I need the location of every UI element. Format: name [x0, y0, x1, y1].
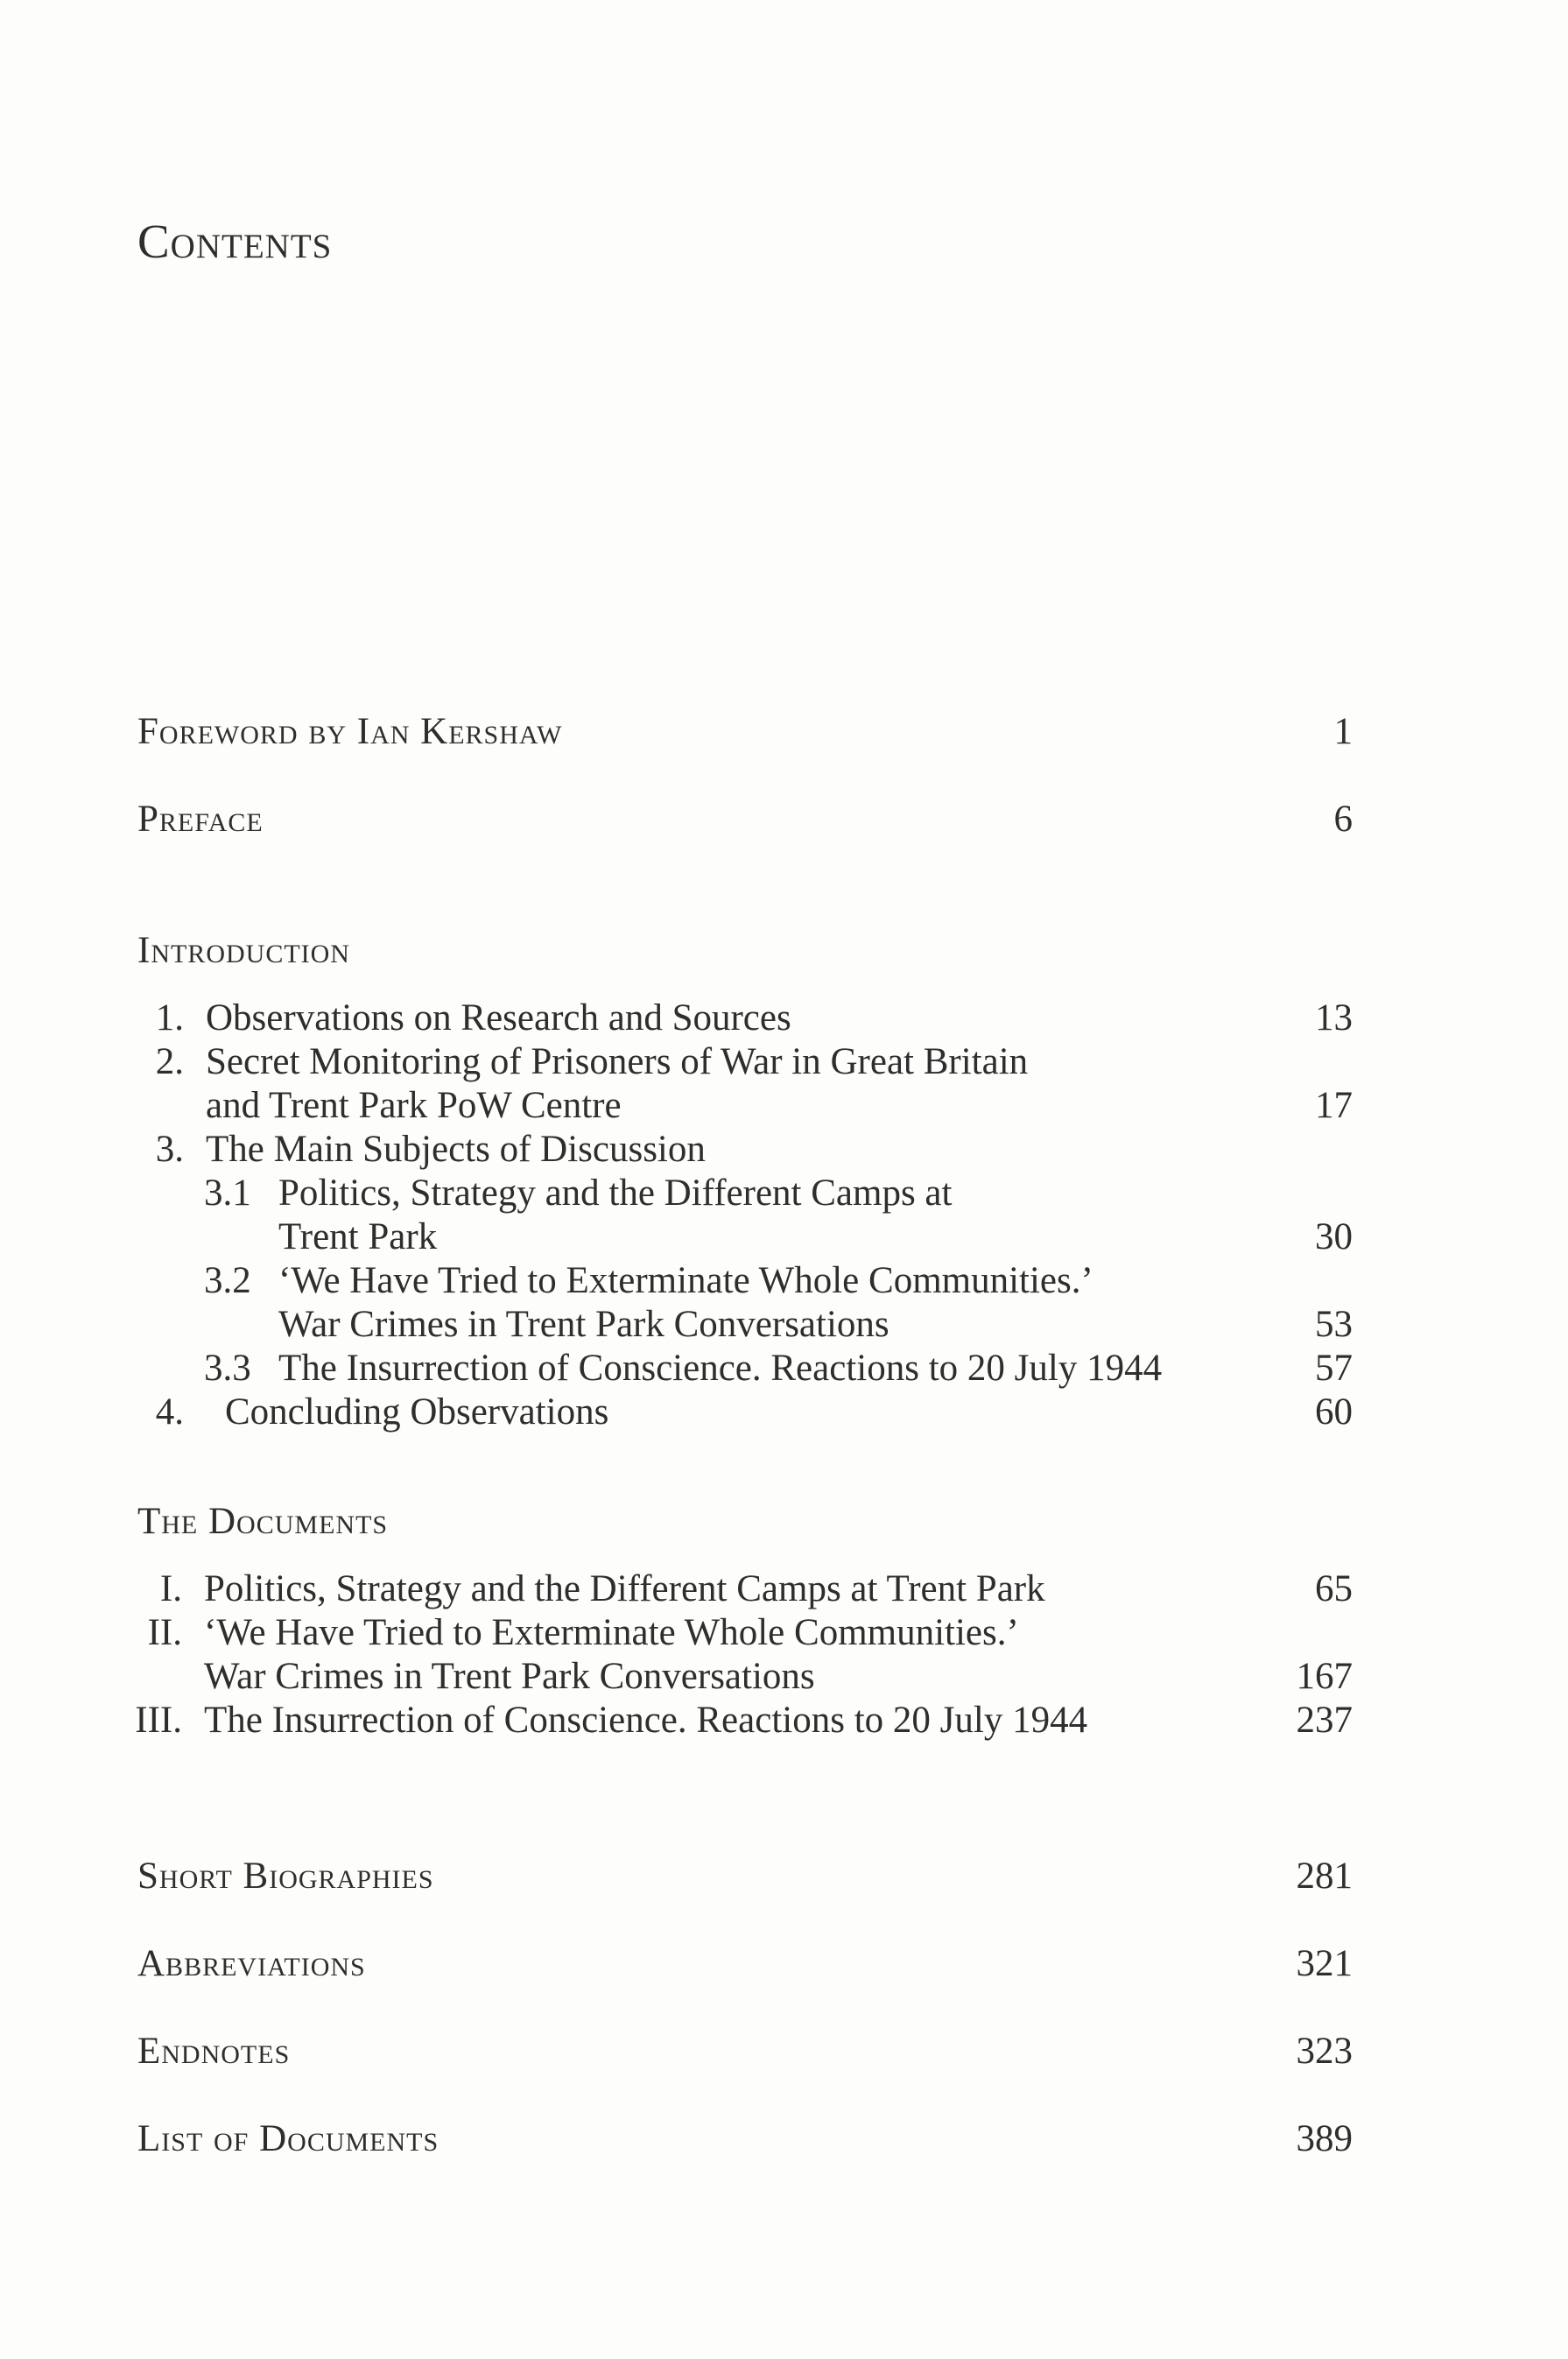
toc-number: 3.1 — [204, 1172, 251, 1214]
toc-label: Abbreviations — [137, 1943, 366, 1984]
toc-entry-intro-3-1-cont[interactable] — [0, 1215, 1568, 1259]
toc-number: 1. — [155, 997, 184, 1039]
toc-entry-intro-3[interactable] — [0, 1128, 1568, 1172]
toc-label: Preface — [137, 799, 264, 840]
toc-page-number: 323 — [1296, 2031, 1353, 2072]
toc-text-continued: and Trent Park PoW Centre — [206, 1085, 622, 1126]
toc-text-continued: War Crimes in Trent Park Conversations — [204, 1656, 815, 1697]
toc-text: The Insurrection of Conscience. Reactions to 20 July 1944 — [204, 1700, 1088, 1741]
toc-text: Politics, Strategy and the Different Camps at — [278, 1172, 953, 1214]
toc-entry-endnotes[interactable] — [0, 2030, 1568, 2074]
toc-label: List of Documents — [137, 2118, 439, 2159]
toc-page-number: 1 — [1333, 711, 1353, 752]
section-heading-documents — [0, 1500, 1568, 1544]
toc-text: Concluding Observations — [225, 1391, 609, 1433]
toc-entry-intro-3-2-cont[interactable] — [0, 1303, 1568, 1347]
toc-text: Politics, Strategy and the Different Camps at Trent Park — [204, 1568, 1045, 1609]
toc-entry-doc-1[interactable] — [0, 1567, 1568, 1611]
toc-entry-intro-3-1[interactable] — [0, 1172, 1568, 1215]
toc-entry-intro-3-3[interactable] — [0, 1347, 1568, 1391]
toc-text: Secret Monitoring of Prisoners of War in Great Britain — [206, 1041, 1029, 1082]
toc-number: 3. — [155, 1129, 184, 1170]
toc-number: 2. — [155, 1041, 184, 1082]
toc-page-number: 30 — [1315, 1216, 1353, 1257]
toc-text-continued: War Crimes in Trent Park Conversations — [278, 1304, 889, 1345]
toc-number: I. — [159, 1568, 182, 1609]
toc-text: The Insurrection of Conscience. Reactions to 20 July 1944 — [278, 1348, 1163, 1389]
toc-entry-intro-2[interactable] — [0, 1040, 1568, 1084]
toc-number: II. — [147, 1612, 182, 1653]
toc-label: Endnotes — [137, 2031, 291, 2072]
toc-entry-preface[interactable] — [0, 798, 1568, 841]
toc-page-number: 167 — [1296, 1656, 1353, 1697]
toc-page-number: 237 — [1296, 1700, 1353, 1741]
toc-page-number: 389 — [1296, 2118, 1353, 2159]
section-heading: Introduction — [137, 930, 350, 971]
toc-entry-list-of-documents[interactable] — [0, 2117, 1568, 2161]
toc-text: The Main Subjects of Discussion — [206, 1129, 706, 1170]
toc-number: 4. — [155, 1391, 184, 1433]
toc-entry-intro-4[interactable] — [0, 1391, 1568, 1434]
toc-page-number: 57 — [1315, 1348, 1353, 1389]
toc-text: Observations on Research and Sources — [206, 997, 791, 1039]
toc-entry-short-biographies[interactable] — [0, 1855, 1568, 1898]
toc-entry-foreword[interactable] — [0, 710, 1568, 754]
toc-page-number: 17 — [1315, 1085, 1353, 1126]
toc-page-number: 60 — [1315, 1391, 1353, 1433]
toc-page-number: 65 — [1315, 1568, 1353, 1609]
toc-entry-doc-3[interactable] — [0, 1699, 1568, 1743]
toc-label: Short Biographies — [137, 1856, 434, 1897]
toc-text: ‘We Have Tried to Exterminate Whole Communities.’ — [204, 1612, 1019, 1653]
toc-number: III. — [135, 1700, 182, 1741]
toc-page-number: 321 — [1296, 1943, 1353, 1984]
toc-entry-intro-2-cont[interactable] — [0, 1084, 1568, 1128]
toc-page-number: 6 — [1333, 799, 1353, 840]
toc-entry-abbreviations[interactable] — [0, 1942, 1568, 1986]
toc-entry-doc-2[interactable] — [0, 1611, 1568, 1655]
toc-entry-intro-1[interactable] — [0, 996, 1568, 1040]
toc-number: 3.2 — [204, 1260, 251, 1301]
toc-number: 3.3 — [204, 1348, 251, 1389]
section-heading-introduction — [0, 929, 1568, 973]
page-title: Contents — [137, 215, 333, 268]
section-heading: The Documents — [137, 1501, 389, 1542]
toc-entry-doc-2-cont[interactable] — [0, 1655, 1568, 1699]
toc-page-number: 281 — [1296, 1856, 1353, 1897]
toc-text: ‘We Have Tried to Exterminate Whole Communities.’ — [278, 1260, 1093, 1301]
toc-page-number: 13 — [1315, 997, 1353, 1039]
toc-entry-intro-3-2[interactable] — [0, 1259, 1568, 1303]
toc-label: Foreword by Ian Kershaw — [137, 711, 563, 752]
toc-page-number: 53 — [1315, 1304, 1353, 1345]
toc-text-continued: Trent Park — [278, 1216, 438, 1257]
